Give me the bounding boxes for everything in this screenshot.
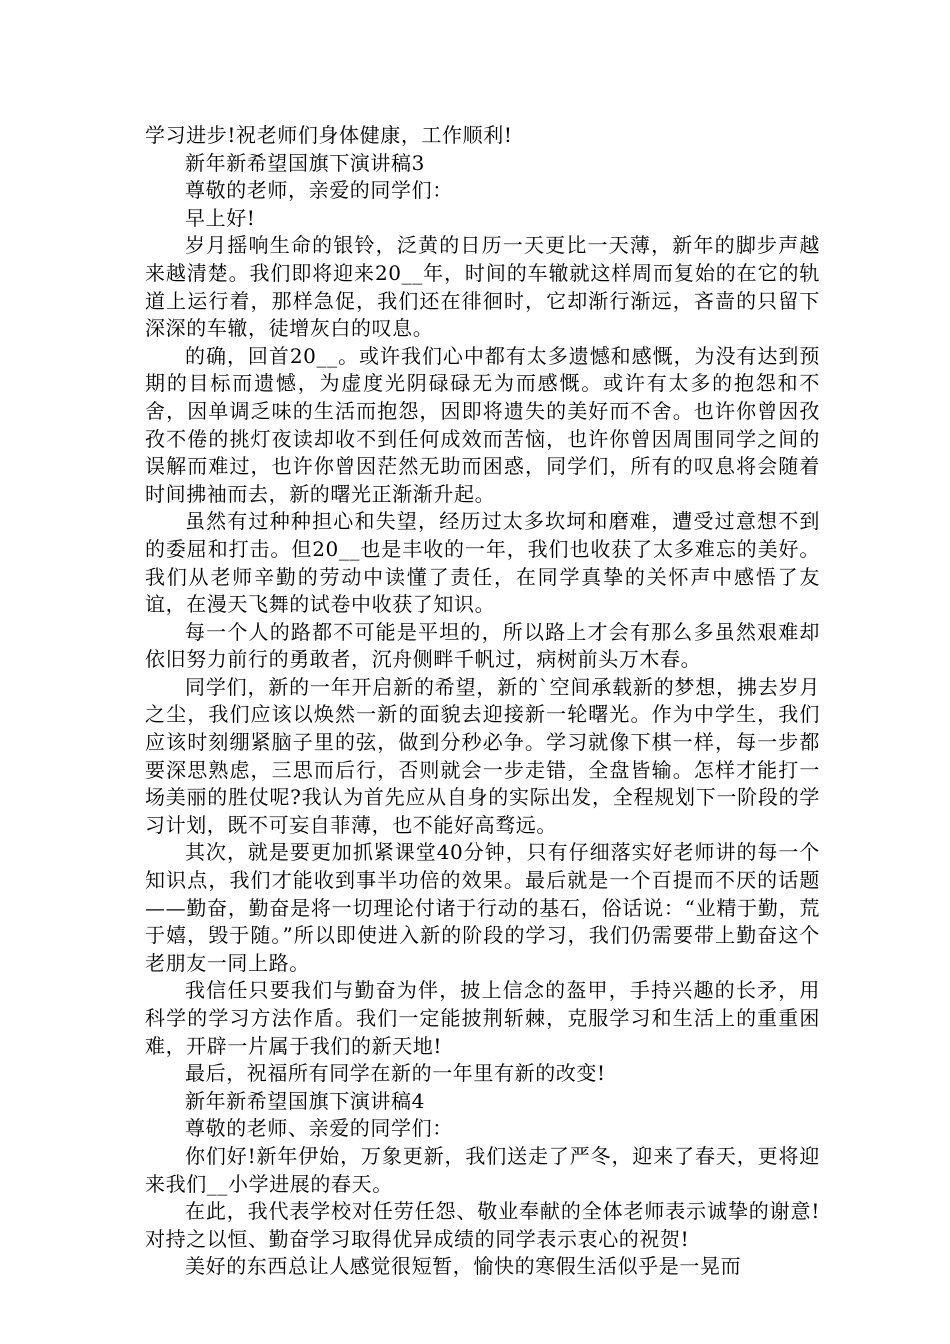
speech-4-title: 新年新希望国旗下演讲稿4 <box>185 1088 425 1113</box>
paragraph-body: 美好的东西总让人感觉很短暂，愉快的寒假生活似乎是一晃而 <box>185 1254 742 1279</box>
paragraph-closing-line: 学习进步!祝老师们身体健康，工作顺利! <box>145 123 513 147</box>
paragraph-body: 你们好!新年伊始，万象更新，我们送走了严冬，迎来了春天，更将迎来我们__小学进展的春天。 <box>145 1143 820 1196</box>
paragraph-body: 虽然有过种种担心和失望，经历过太多坎坷和磨难，遭受过意想不到的委屈和打击。但20__也是丰收的一年，我们也收获了太多难忘的美好。我们从老师辛勤的劳动中读懂了责任，在同学真挚的关怀声中感悟了友谊，在漫天飞舞的试卷中收获了知识。 <box>145 509 820 617</box>
speech-3-title: 新年新希望国旗下演讲稿3 <box>185 150 425 175</box>
speech-3-salutation: 尊敬的老师，亲爱的同学们： <box>185 178 453 203</box>
paragraph-body: 每一个人的路都不可能是平坦的，所以路上才会有那么多虽然艰难却依旧努力前行的勇敢者，沉舟侧畔千帆过，病树前头万木春。 <box>145 619 820 672</box>
paragraph-body: 最后，祝福所有同学在新的一年里有新的改变! <box>185 1061 606 1086</box>
paragraph-body: 的确，回首20__。或许我们心中都有太多遗憾和感慨，为没有达到预期的目标而遗憾，为虚度光阴碌碌无为而感慨。或许有太多的抱怨和不舍，因单调乏味的生活而抱怨，因即将遗失的美好而不舍。也许你曾因孜孜不倦的挑灯夜读却收不到任何成效而苦恼，也许你曾因周围同学之间的误解而难过，也许你曾因茫然无助而困惑，同学们，所有的叹息将会随着时间拂袖而去，新的曙光正渐渐升起。 <box>145 343 820 506</box>
paragraph-body: 我信任只要我们与勤奋为伴，披上信念的盔甲，手持兴趣的长矛，用科学的学习方法作盾。我们一定能披荆斩棘，克服学习和生活上的重重困难，开辟一片属于我们的新天地! <box>145 978 820 1058</box>
paragraph-body: 其次，就是要更加抓紧课堂40分钟，只有仔细落实好老师讲的每一个知识点，我们才能收到事半功倍的效果。最后就是一个百提而不厌的话题——勤奋，勤奋是将一切理论付诸于行动的基石，俗话说：“业精于勤，荒于嬉，毁于随。”所以即使进入新的阶段的学习，我们仍需要带上勤奋这个老朋友一同上路。 <box>145 840 820 975</box>
speech-3-greeting: 早上好! <box>185 205 256 230</box>
paragraph-body: 在此，我代表学校对任劳任怨、敬业奉献的全体老师表示诚挚的谢意!对持之以恒、勤奋学习取得优异成绩的同学表示衷心的祝贺! <box>145 1199 820 1251</box>
document-page <box>145 122 820 1281</box>
speech-4-salutation: 尊敬的老师、亲爱的同学们： <box>185 1116 453 1141</box>
paragraph-body: 同学们，新的一年开启新的希望，新的`空间承载新的梦想，拂去岁月之尘，我们应该以焕然一新的面貌去迎接新一轮曙光。作为中学生，我们应该时刻绷紧脑子里的弦，做到分秒必争。学习就像下棋一样，每一步都要深思熟虑，三思而后行，否则就会一步走错，全盘皆输。怎样才能打一场美丽的胜仗呢?我认为首先应从自身的实际出发，全程规划下一阶段的学习计划，既不可妄自菲薄，也不能好高骛远。 <box>145 674 820 837</box>
paragraph-body: 岁月摇响生命的银铃，泛黄的日历一天更比一天薄，新年的脚步声越来越清楚。我们即将迎来20__年，时间的车辙就这样周而复始的在它的轨道上运行着，那样急促，我们还在徘徊时，它却渐行渐远，吝啬的只留下深深的车辙，徒增灰白的叹息。 <box>145 233 820 341</box>
